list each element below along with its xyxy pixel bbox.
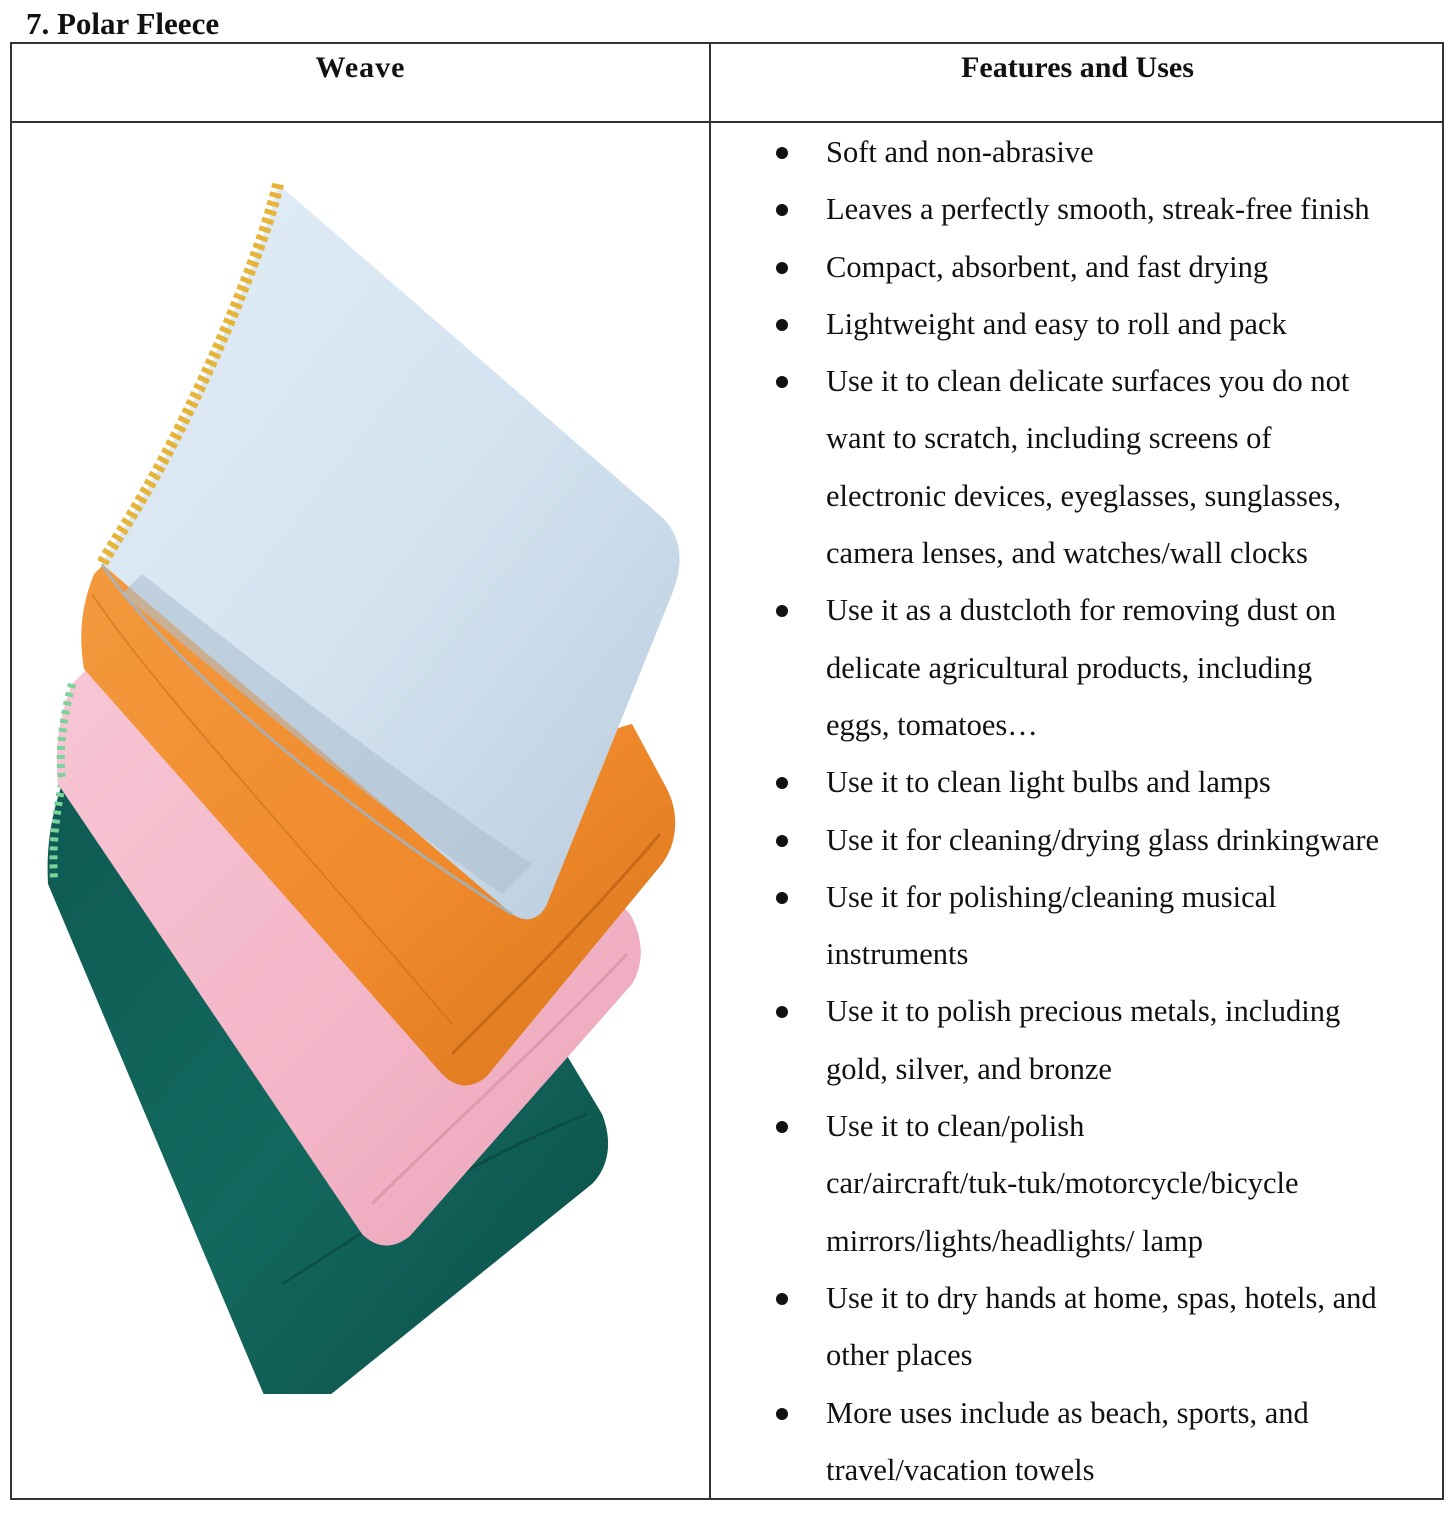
feature-line: Use it as a dustcloth for removing dust on: [826, 593, 1336, 628]
feature-line: other places: [826, 1338, 973, 1373]
column-divider: [709, 44, 711, 1498]
feature-item: [772, 1385, 1442, 1500]
feature-line: Use it to clean/polish: [826, 1109, 1085, 1144]
feature-line: car/aircraft/tuk-tuk/motorcycle/bicycle: [826, 1166, 1299, 1201]
feature-line: Use it to clean delicate surfaces you do not: [826, 364, 1350, 399]
features-list: [772, 124, 1442, 1499]
feature-item: [772, 181, 1442, 238]
feature-line: gold, silver, and bronze: [826, 1051, 1112, 1086]
feature-item: [772, 1098, 1442, 1270]
feature-line: delicate agricultural products, including: [826, 650, 1313, 685]
feature-item: [772, 239, 1442, 296]
feature-line: Lightweight and easy to roll and pack: [826, 306, 1287, 341]
feature-item: [772, 812, 1442, 869]
weave-features-table: [10, 42, 1444, 1500]
feature-line: travel/vacation towels: [826, 1452, 1095, 1487]
feature-line: mirrors/lights/headlights/ lamp: [826, 1223, 1203, 1258]
feature-item: [772, 353, 1442, 582]
feature-line: Use it to clean light bulbs and lamps: [826, 765, 1271, 800]
feature-item: [772, 869, 1442, 984]
feature-item: [772, 983, 1442, 1098]
feature-line: More uses include as beach, sports, and: [826, 1395, 1309, 1430]
feature-line: instruments: [826, 937, 969, 972]
feature-line: Leaves a perfectly smooth, streak-free finish: [826, 192, 1370, 227]
feature-item: [772, 754, 1442, 811]
feature-line: electronic devices, eyeglasses, sunglasses,: [826, 478, 1341, 513]
section-title: 7. Polar Fleece: [26, 6, 220, 41]
feature-line: Use it for cleaning/drying glass drinkingware: [826, 822, 1380, 857]
feature-item: [772, 582, 1442, 754]
feature-line: eggs, tomatoes…: [826, 707, 1038, 742]
feature-line: Use it for polishing/cleaning musical: [826, 879, 1277, 914]
feature-line: camera lenses, and watches/wall clocks: [826, 536, 1308, 571]
features-column-header: Features and Uses: [961, 51, 1194, 84]
feature-item: [772, 124, 1442, 181]
feature-line: Soft and non-abrasive: [826, 135, 1094, 169]
feature-item: [772, 1270, 1442, 1385]
folded-polar-fleece-cloths-image: [32, 124, 692, 1394]
feature-line: want to scratch, including screens of: [826, 421, 1272, 456]
weave-column-header: Weave: [315, 51, 406, 84]
feature-line: Use it to polish precious metals, including: [826, 994, 1341, 1029]
header-rule: [12, 121, 1442, 123]
feature-line: Compact, absorbent, and fast drying: [826, 249, 1269, 284]
feature-item: [772, 296, 1442, 353]
feature-line: Use it to dry hands at home, spas, hotels, and: [826, 1280, 1377, 1315]
